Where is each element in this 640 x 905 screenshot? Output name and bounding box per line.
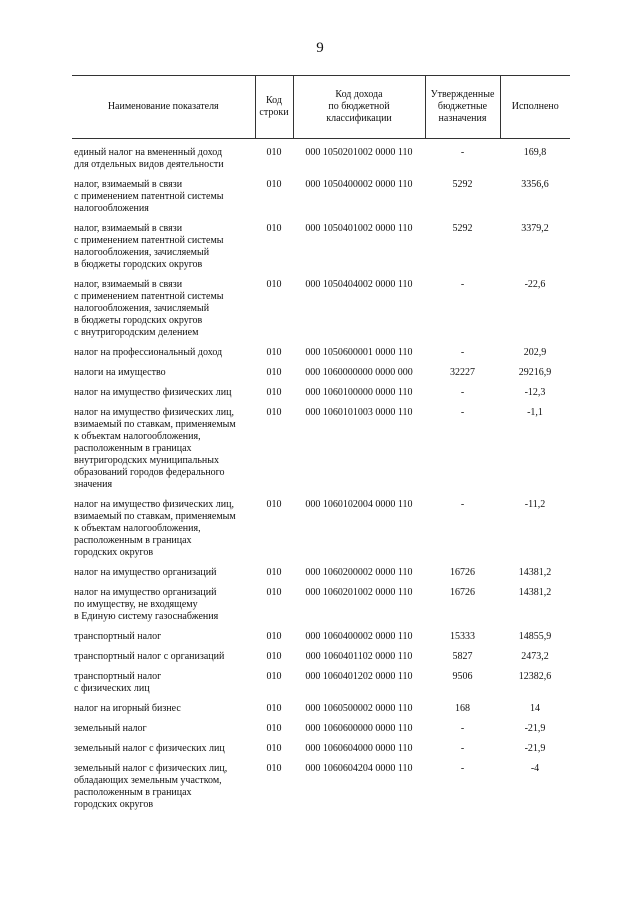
header-executed: Исполнено (500, 76, 570, 139)
row-approved-value: - (460, 763, 465, 774)
header-indicator-name: Наименование показателя (72, 76, 255, 139)
row-approved-value: - (460, 743, 465, 754)
row-indicator-name: налог на имущество физических лиц (74, 387, 232, 398)
row-indicator-name: налог на игорный бизнес (74, 703, 181, 714)
row-income-code: 000 1060102004 0000 110 (305, 499, 413, 510)
table-row (72, 387, 570, 407)
table-row (72, 567, 570, 587)
row-income-code: 000 1050600001 0000 110 (305, 347, 413, 358)
row-income-code: 000 1050404002 0000 110 (305, 279, 413, 290)
table-row (72, 179, 570, 223)
row-indicator-name: налог на имущество физических лиц, взимаемый по ставкам, применяемым к объектам налогообложения, расположенным в границах внутригородских муниципальных образований городов федерального значения (74, 407, 236, 490)
row-approved-value: 15333 (450, 631, 475, 642)
row-approved-value: - (460, 347, 465, 358)
row-line-code: 010 (266, 147, 282, 158)
table-header (72, 76, 570, 139)
row-indicator-name: налог на имущество физических лиц, взимаемый по ставкам, применяемым к объектам налогообложения, расположенным в границах городских округов (74, 499, 236, 558)
row-line-code: 010 (266, 407, 282, 418)
row-approved-value: - (460, 723, 465, 734)
row-executed-value: 169,8 (523, 147, 547, 158)
row-executed-value: 14381,2 (518, 567, 552, 578)
table-row (72, 407, 570, 499)
table-row (72, 367, 570, 387)
row-income-code: 000 1060600000 0000 110 (305, 723, 413, 734)
table-row (72, 671, 570, 703)
row-line-code: 010 (266, 703, 282, 714)
row-line-code: 010 (266, 179, 282, 190)
page-number: 9 (316, 40, 324, 56)
header-income-code: Код дохода по бюджетной классификации (293, 76, 425, 139)
row-income-code: 000 1060500002 0000 110 (305, 703, 413, 714)
row-income-code: 000 1060401102 0000 110 (305, 651, 413, 662)
table-row (72, 651, 570, 671)
row-executed-value: -21,9 (524, 743, 546, 754)
row-indicator-name: налог, взимаемый в связи с применением патентной системы налогообложения (74, 179, 224, 214)
table-row (72, 139, 570, 180)
row-income-code: 000 1060101003 0000 110 (305, 407, 413, 418)
row-line-code: 010 (266, 743, 282, 754)
row-executed-value: 202,9 (523, 347, 547, 358)
row-income-code: 000 1060200002 0000 110 (305, 567, 413, 578)
row-approved-value: 5292 (452, 179, 473, 190)
row-line-code: 010 (266, 651, 282, 662)
row-indicator-name: налог на профессиональный доход (74, 347, 223, 358)
row-line-code: 010 (266, 587, 282, 598)
row-indicator-name: земельный налог с физических лиц (74, 743, 225, 754)
row-income-code: 000 1060201002 0000 110 (305, 587, 413, 598)
row-executed-value: 14 (530, 703, 540, 714)
table-row (72, 723, 570, 743)
row-indicator-name: налог, взимаемый в связи с применением патентной системы налогообложения, зачисляемый в бюджеты городских округов (74, 223, 224, 270)
table-row (72, 499, 570, 567)
table-row (72, 347, 570, 367)
row-executed-value: 3379,2 (521, 223, 549, 234)
row-indicator-name: налог, взимаемый в связи с применением патентной системы налогообложения, зачисляемый в бюджеты городских округов с внутригородским делением (74, 279, 224, 338)
row-line-code: 010 (266, 499, 282, 510)
row-income-code: 000 1050201002 0000 110 (305, 147, 413, 158)
row-income-code: 000 1060604204 0000 110 (305, 763, 413, 774)
budget-execution-table (72, 75, 570, 819)
row-indicator-name: налоги на имущество (74, 367, 166, 378)
row-executed-value: -12,3 (524, 387, 546, 398)
table-row (72, 587, 570, 631)
row-approved-value: 32227 (450, 367, 475, 378)
row-income-code: 000 1060400002 0000 110 (305, 631, 413, 642)
row-indicator-name: транспортный налог с организаций (74, 651, 225, 662)
row-executed-value: 2473,2 (521, 651, 549, 662)
row-approved-value: 5292 (452, 223, 473, 234)
row-approved-value: - (460, 147, 465, 158)
row-executed-value: 29216,9 (518, 367, 552, 378)
row-line-code: 010 (266, 567, 282, 578)
header-approved: Утвержденные бюджетные назначения (425, 76, 500, 139)
row-executed-value: -22,6 (524, 279, 546, 290)
row-income-code: 000 1050401002 0000 110 (305, 223, 413, 234)
row-income-code: 000 1050400002 0000 110 (305, 179, 413, 190)
row-indicator-name: налог на имущество организаций по имуществу, не входящему в Единую систему газоснабжения (74, 587, 219, 622)
row-line-code: 010 (266, 347, 282, 358)
table-row (72, 631, 570, 651)
table-body (72, 139, 570, 820)
row-executed-value: 3356,6 (521, 179, 549, 190)
row-indicator-name: земельный налог (74, 723, 147, 734)
row-approved-value: - (460, 387, 465, 398)
row-line-code: 010 (266, 723, 282, 734)
row-indicator-name: земельный налог с физических лиц, обладающих земельным участком, расположенным в границах городских округов (74, 763, 228, 810)
row-executed-value: -1,1 (527, 407, 543, 418)
row-approved-value: - (460, 407, 465, 418)
row-approved-value: 5827 (452, 651, 473, 662)
row-indicator-name: транспортный налог с физических лиц (74, 671, 162, 694)
row-approved-value: - (460, 499, 465, 510)
table-row (72, 703, 570, 723)
row-income-code: 000 1060100000 0000 110 (305, 387, 413, 398)
row-executed-value: 14381,2 (518, 587, 552, 598)
row-income-code: 000 1060401202 0000 110 (305, 671, 413, 682)
row-line-code: 010 (266, 223, 282, 234)
row-line-code: 010 (266, 387, 282, 398)
row-line-code: 010 (266, 671, 282, 682)
row-approved-value: 168 (455, 703, 470, 714)
row-income-code: 000 1060604000 0000 110 (305, 743, 413, 754)
header-line-code: Код строки (255, 76, 293, 139)
row-line-code: 010 (266, 367, 282, 378)
table-row (72, 279, 570, 347)
row-executed-value: 14855,9 (518, 631, 552, 642)
row-indicator-name: единый налог на вмененный доход для отдельных видов деятельности (74, 147, 224, 170)
row-line-code: 010 (266, 763, 282, 774)
table-row (72, 223, 570, 279)
row-executed-value: -11,2 (524, 499, 546, 510)
row-executed-value: 12382,6 (518, 671, 552, 682)
row-indicator-name: транспортный налог (74, 631, 162, 642)
table-row (72, 763, 570, 819)
row-line-code: 010 (266, 279, 282, 290)
table-row (72, 743, 570, 763)
row-line-code: 010 (266, 631, 282, 642)
row-approved-value: 16726 (450, 587, 475, 598)
row-income-code: 000 1060000000 0000 000 (305, 367, 413, 378)
row-executed-value: -21,9 (524, 723, 546, 734)
row-approved-value: 16726 (450, 567, 475, 578)
row-approved-value: 9506 (452, 671, 473, 682)
row-executed-value: -4 (530, 763, 540, 774)
row-indicator-name: налог на имущество организаций (74, 567, 217, 578)
row-approved-value: - (460, 279, 465, 290)
